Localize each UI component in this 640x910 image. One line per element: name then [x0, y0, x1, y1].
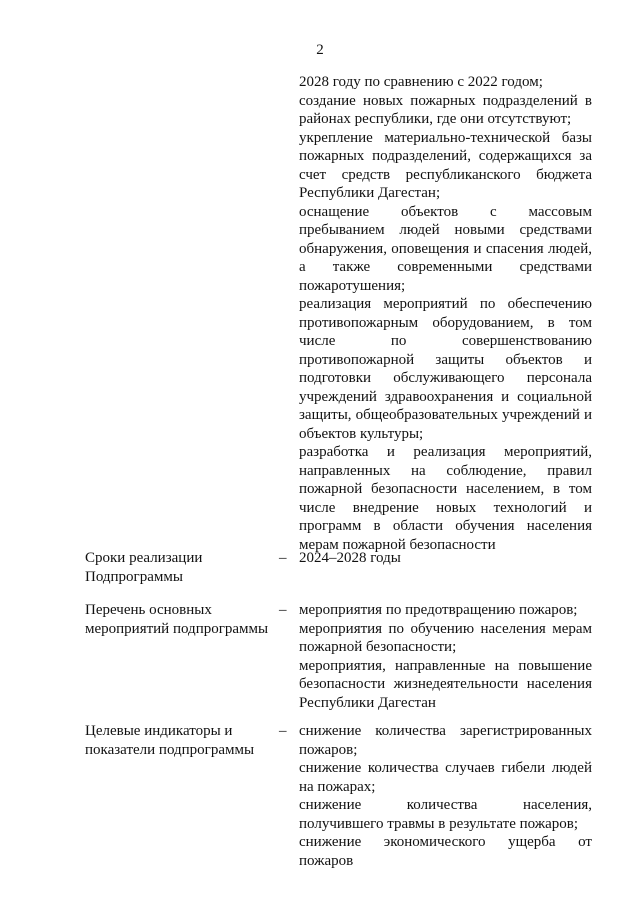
intro-goals-list [299, 73, 592, 554]
measure-item: мероприятия по обучению населения мерам пожарной безопасности; [299, 620, 592, 655]
intro-item: разработка и реализация мероприятий, направленных на соблюдение, правил пожарной безопасности населением, в том числе внедрение новых технологий и программ в области обучения населения мерам пожарной безопасности [299, 444, 592, 553]
indicators-list [299, 722, 592, 870]
intro-item: создание новых пожарных подразделений в районах республики, где они отсутствуют; [299, 92, 592, 127]
indicators-dash: – [279, 723, 287, 739]
intro-item: оснащение объектов с массовым пребыванием людей новыми средствами обнаружения, оповещения и спасения людей, а также современными средствами пожаротушения; [299, 203, 592, 294]
indicator-item: снижение экономического ущерба от пожаров [299, 834, 592, 869]
indicator-item: снижение количества зарегистрированных пожаров; [299, 723, 592, 758]
intro-item: реализация мероприятий по обеспечению противопожарным оборудованием, в том числе по совершенствованию противопожарной защиты объектов и подготовки обслуживающего персонала учреждений здравоохранения и социальной защиты, общеобразовательных учреждений и объектов культуры; [299, 296, 592, 442]
indicator-item: снижение количества случаев гибели людей на пожарах; [299, 760, 592, 795]
measure-item: мероприятия по предотвращению пожаров; [299, 602, 578, 618]
page-number: 2 [316, 42, 324, 58]
terms-label: Сроки реализации Подпрограммы [85, 550, 203, 585]
measure-item: мероприятия, направленные на повышение безопасности жизнедеятельности населения Республики Дагестан [299, 657, 592, 711]
measures-dash: – [279, 602, 287, 618]
terms-value: 2024–2028 годы [299, 550, 401, 566]
intro-item: укрепление материально-технической базы пожарных подразделений, содержащихся за счет средств республиканского бюджета Республики Дагестан; [299, 129, 592, 201]
measures-list [299, 601, 592, 712]
terms-dash: – [279, 550, 287, 566]
intro-item: 2028 году по сравнению с 2022 годом; [299, 74, 543, 90]
indicators-label: Целевые индикаторы и показатели подпрограммы [85, 723, 255, 758]
measures-label: Перечень основных мероприятий подпрограммы [85, 602, 269, 637]
indicator-item: снижение количества населения, получившего травмы в результате пожаров; [299, 797, 592, 832]
